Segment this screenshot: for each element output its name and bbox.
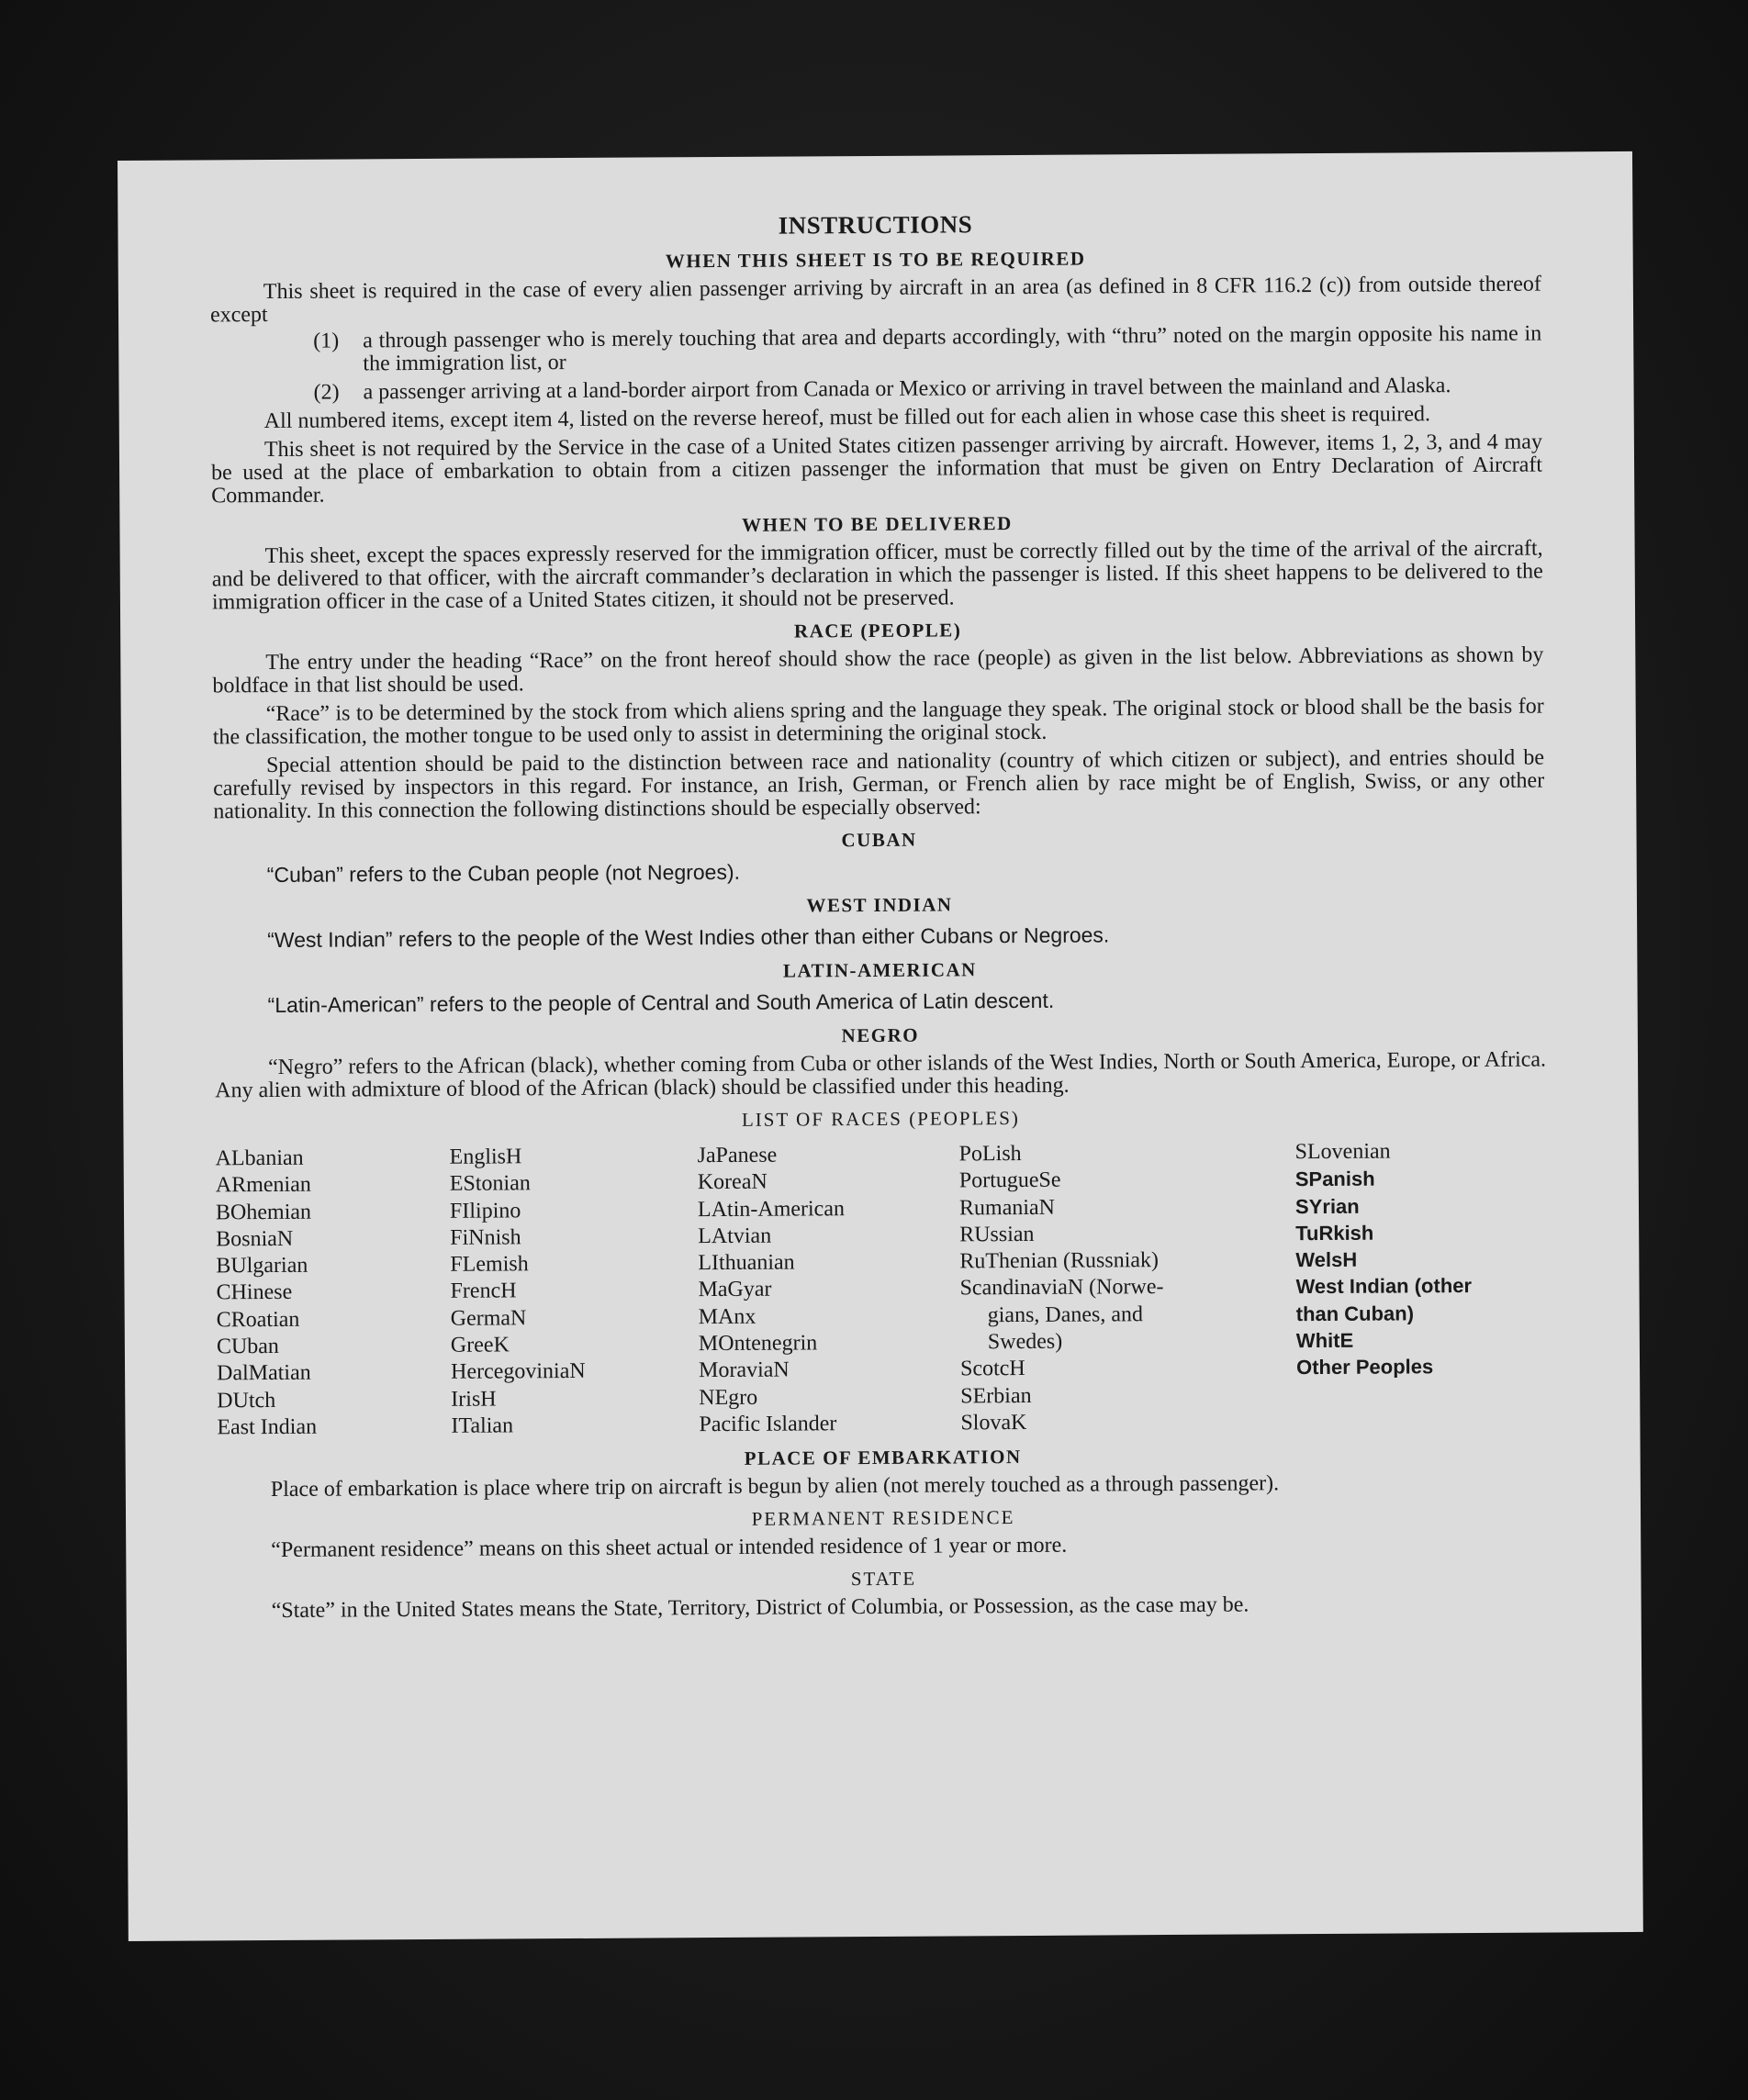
- state-text: “State” in the United States means the State, Territory, District of Columbia, or Possession, as the case may be.: [271, 1592, 1249, 1624]
- race-entry: SlovaK: [960, 1410, 1027, 1435]
- item-text: a passenger arriving at a land-border airport from Canada or Mexico or arriving in travel between the mainland and Alaska.: [363, 374, 1451, 405]
- race-entry: EnglisH: [449, 1145, 522, 1169]
- exception-item: [313, 323, 1541, 376]
- embarkation-text: Place of embarkation is place where trip on aircraft is begun by alien (not merely touched as a through passenger).: [270, 1471, 1280, 1502]
- race-entry: FIlipino: [449, 1198, 521, 1223]
- race-entry: CRoatian: [216, 1307, 300, 1333]
- race-entry: MOntenegrin: [698, 1331, 818, 1357]
- embarkation-heading: PLACE OF EMBARKATION: [744, 1446, 1022, 1470]
- race-entry: DalMatian: [216, 1361, 311, 1386]
- races-list-heading: LIST OF RACES (PEOPLES): [741, 1107, 1020, 1131]
- race-entry: CHinese: [216, 1280, 293, 1305]
- race-entry: West Indian (other: [1295, 1274, 1473, 1299]
- cuban-text: “Cuban” refers to the Cuban people (not Negroes).: [266, 859, 741, 888]
- race-paragraph-3: Special attention should be paid to the distinction between race and nationality (country of which citizen or subject), and entries should be carefully revised by inspectors in this regard. For instance, an Irish, German, or French alien by race might be of English, Swiss, or any other nationality. In this connection the following distinctions should be especially observed:: [213, 745, 1545, 824]
- negro-text: “Negro” refers to the African (black), whether coming from Cuba or other islands of the West Indies, North or South America, Europe, or Africa. Any alien with admixture of blood of the African (black) should be classified under this heading.: [215, 1047, 1547, 1103]
- races-column-3: [698, 1141, 961, 1438]
- latin-american-text: “Latin-American” refers to the people of Central and South America of Latin descent.: [267, 988, 1055, 1018]
- when-required-intro: This sheet is required in the case of every alien passenger arriving by aircraft in an area (as defined in 8 CFR 116.2 (c)) from outside thereof except: [209, 272, 1541, 328]
- race-entry: Pacific Islander: [699, 1412, 837, 1437]
- race-entry: SPanish: [1294, 1167, 1375, 1191]
- page-title: INSTRUCTIONS: [778, 210, 973, 240]
- race-entry: HercegoviniaN: [450, 1359, 586, 1385]
- race-entry: ITalian: [451, 1413, 514, 1438]
- race-entry: Other Peoples: [1295, 1355, 1434, 1380]
- west-indian-heading: WEST INDIAN: [806, 893, 953, 917]
- race-entry: ScandinaviaN (Norwe-: [959, 1275, 1164, 1301]
- citizen-paragraph: This sheet is not required by the Service in the case of a United States citizen passenger arriving by aircraft. However, items 1, 2, 3, and 4 may be used at the place of embarkation to obtain from a citizen passenger the information that must be given on Entry Declaration of Aircraft Commander.: [211, 430, 1543, 508]
- item-text: a through passenger who is merely touching that area and departs accordingly, with “thru” noted on the margin opposite his name in the immigration list, or: [363, 321, 1542, 376]
- west-indian-text: “West Indian” refers to the people of the West Indies other than either Cubans or Negroes.: [267, 922, 1110, 953]
- races-list: [216, 1138, 1549, 1442]
- race-entry: MAnx: [698, 1304, 756, 1329]
- race-entry: RuThenian (Russniak): [959, 1248, 1160, 1274]
- race-entry: PoLish: [958, 1142, 1022, 1167]
- races-column-1: [216, 1145, 452, 1442]
- race-entry: NEgro: [699, 1385, 758, 1410]
- item-number: (2): [313, 380, 340, 405]
- residence-text: “Permanent residence” means on this sheet actual or intended residence of 1 year or more.: [271, 1533, 1068, 1563]
- negro-heading: NEGRO: [841, 1023, 920, 1047]
- race-entry: SErbian: [960, 1383, 1032, 1409]
- race-entry: BUlgarian: [216, 1253, 308, 1279]
- race-entry: SLovenian: [1294, 1139, 1391, 1165]
- race-entry: WelsH: [1295, 1247, 1358, 1272]
- race-entry: KoreaN: [697, 1169, 768, 1195]
- race-entry: MoraviaN: [698, 1357, 790, 1383]
- races-column-2: [450, 1143, 700, 1440]
- race-entry: GermaN: [450, 1306, 527, 1331]
- race-entry: FLemish: [450, 1252, 529, 1277]
- race-entry: FiNnish: [450, 1225, 521, 1250]
- race-paragraph-1: The entry under the heading “Race” on the front hereof should show the race (people) as given in the list below. Abbreviations as shown by boldface in that list should be used.: [212, 642, 1544, 698]
- exception-item: [313, 374, 1541, 405]
- race-entry: ALbanian: [215, 1145, 304, 1171]
- when-delivered-heading: WHEN TO BE DELIVERED: [742, 512, 1013, 536]
- race-entry: TuRkish: [1295, 1221, 1374, 1245]
- cuban-heading: CUBAN: [841, 828, 917, 852]
- race-entry: ScotcH: [959, 1357, 1025, 1381]
- state-heading: STATE: [850, 1567, 917, 1591]
- race-entry: IrisH: [451, 1387, 497, 1412]
- race-entry: DUtch: [217, 1388, 276, 1413]
- races-column-5: [1295, 1137, 1573, 1435]
- race-entry: JaPanese: [697, 1143, 778, 1168]
- race-entry: East Indian: [217, 1414, 318, 1440]
- race-entry: LIthuanian: [698, 1250, 795, 1276]
- race-entry: LAtin-American: [697, 1196, 846, 1222]
- race-entry: WhitE: [1295, 1328, 1354, 1353]
- race-entry: EStonian: [449, 1171, 531, 1197]
- when-delivered-text: This sheet, except the spaces expressly reserved for the immigration officer, must be correctly filled out by the time of the arrival of the aircraft, and be delivered to that officer, with the aircraft commander’s declaration in which the passenger is listed. If this sheet happens to be delivered to the immigration officer in the case of a United States citizen, it should not be preserved.: [211, 536, 1543, 615]
- race-entry: gians, Danes, and: [987, 1301, 1144, 1328]
- race-entry: RUssian: [959, 1222, 1035, 1247]
- race-entry: MaGyar: [698, 1278, 772, 1302]
- latin-american-heading: LATIN-AMERICAN: [782, 958, 977, 982]
- races-column-4: [959, 1139, 1297, 1436]
- race-entry: GreeK: [450, 1333, 510, 1357]
- residence-heading: PERMANENT RESIDENCE: [751, 1506, 1015, 1531]
- numbered-items-paragraph: All numbered items, except item 4, listed on the reverse hereof, must be filled out for each alien in whose case this sheet is required.: [263, 402, 1431, 434]
- race-entry: SYrian: [1294, 1194, 1360, 1218]
- when-required-heading: WHEN THIS SHEET IS TO BE REQUIRED: [665, 247, 1086, 273]
- race-entry: RumaniaN: [958, 1195, 1056, 1221]
- race-entry: FrencH: [450, 1279, 517, 1304]
- item-number: (1): [313, 329, 340, 353]
- race-entry: Swedes): [987, 1329, 1063, 1355]
- race-entry: PortugueSe: [958, 1168, 1061, 1193]
- race-entry: BosniaN: [216, 1226, 294, 1252]
- race-entry: CUban: [216, 1335, 279, 1359]
- race-entry: LAtvian: [698, 1223, 772, 1249]
- instruction-sheet: [118, 151, 1643, 1941]
- race-entry: ARmenian: [215, 1173, 311, 1198]
- race-heading: RACE (PEOPLE): [793, 619, 962, 642]
- race-entry: than Cuban): [1295, 1301, 1415, 1325]
- race-entry: BOhemian: [215, 1200, 312, 1224]
- race-paragraph-2: “Race” is to be determined by the stock from which aliens spring and the language they speak. The original stock or blood shall be the basis for the classification, the mother tongue to be used only to assist in determining the original stock.: [212, 694, 1544, 750]
